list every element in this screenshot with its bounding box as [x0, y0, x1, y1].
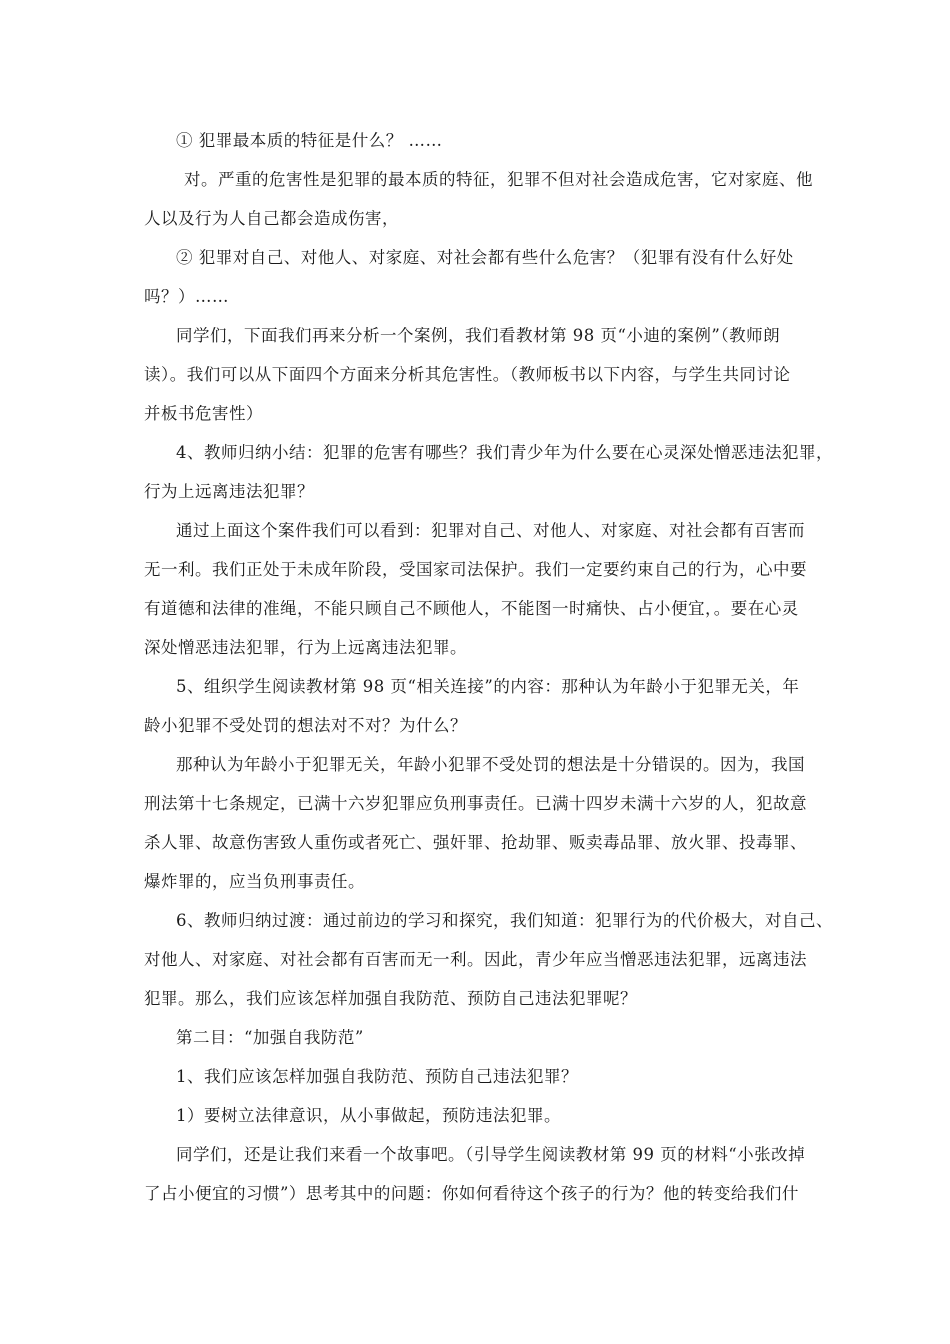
text-line: 行为上远离违法犯罪？: [144, 482, 314, 501]
text-line: 对他人、对家庭、对社会都有百害而无一利。因此，青少年应当憎恶违法犯罪，远离违法: [144, 950, 807, 969]
text-line: 读）。我们可以从下面四个方面来分析其危害性。（教师板书以下内容，与学生共同讨论: [144, 365, 791, 384]
text-line: 龄小犯罪不受处罚的想法对不对？为什么？: [144, 716, 467, 735]
text-line: 有道德和法律的准绳，不能只顾自己不顾他人，不能图一时痛快、占小便宜，。要在心灵: [144, 599, 799, 618]
text-line: ① 犯罪最本质的特征是什么？ ……: [176, 131, 443, 150]
text-line: 吗？）……: [144, 287, 229, 306]
text-line: 1、我们应该怎样加强自我防范、预防自己违法犯罪？: [176, 1067, 578, 1086]
text-line: 同学们，还是让我们来看一个故事吧。（引导学生阅读教材第 99 页的材料“小张改掉: [176, 1145, 806, 1164]
text-line: 那种认为年龄小于犯罪无关，年龄小犯罪不受处罚的想法是十分错误的。因为，我国: [176, 755, 805, 774]
text-line: 5、组织学生阅读教材第 98 页“相关连接”的内容：那种认为年龄小于犯罪无关，年: [176, 677, 800, 696]
text-line: 1）要树立法律意识，从小事做起，预防违法犯罪。: [176, 1106, 561, 1125]
text-line: 了占小便宜的习惯”）思考其中的问题：你如何看待这个孩子的行为？他的转变给我们什: [144, 1184, 799, 1203]
text-line: 爆炸罪的，应当负刑事责任。: [144, 872, 365, 891]
document-body: [144, 121, 833, 1213]
text-line: 并板书危害性）: [144, 404, 263, 423]
text-line: 刑法第十七条规定，已满十六岁犯罪应负刑事责任。已满十四岁未满十六岁的人，犯故意: [144, 794, 807, 813]
text-line: 6、教师归纳过渡：通过前边的学习和探究，我们知道：犯罪行为的代价极大，对自己、: [176, 911, 833, 930]
text-line: 第二目：“加强自我防范”: [176, 1028, 364, 1047]
text-line: 同学们，下面我们再来分析一个案例，我们看教材第 98 页“小迪的案例”（教师朗: [176, 326, 781, 345]
text-line: 通过上面这个案件我们可以看到：犯罪对自己、对他人、对家庭、对社会都有百害而: [176, 521, 805, 540]
text-line: 对。严重的危害性是犯罪的最本质的特征，犯罪不但对社会造成危害，它对家庭、他: [184, 170, 813, 189]
text-line: 人以及行为人自己都会造成伤害，: [144, 209, 399, 228]
text-line: 4、教师归纳小结：犯罪的危害有哪些？我们青少年为什么要在心灵深处憎恶违法犯罪，: [176, 443, 833, 462]
text-line: ② 犯罪对自己、对他人、对家庭、对社会都有些什么危害？（犯罪有没有什么好处: [176, 248, 794, 267]
text-line: 犯罪。那么，我们应该怎样加强自我防范、预防自己违法犯罪呢？: [144, 989, 637, 1008]
text-line: 杀人罪、故意伤害致人重伤或者死亡、强奸罪、抢劫罪、贩卖毒品罪、放火罪、投毒罪、: [144, 833, 807, 852]
text-line: 无一利。我们正处于未成年阶段，受国家司法保护。我们一定要约束自己的行为，心中要: [144, 560, 807, 579]
text-line: 深处憎恶违法犯罪，行为上远离违法犯罪。: [144, 638, 467, 657]
